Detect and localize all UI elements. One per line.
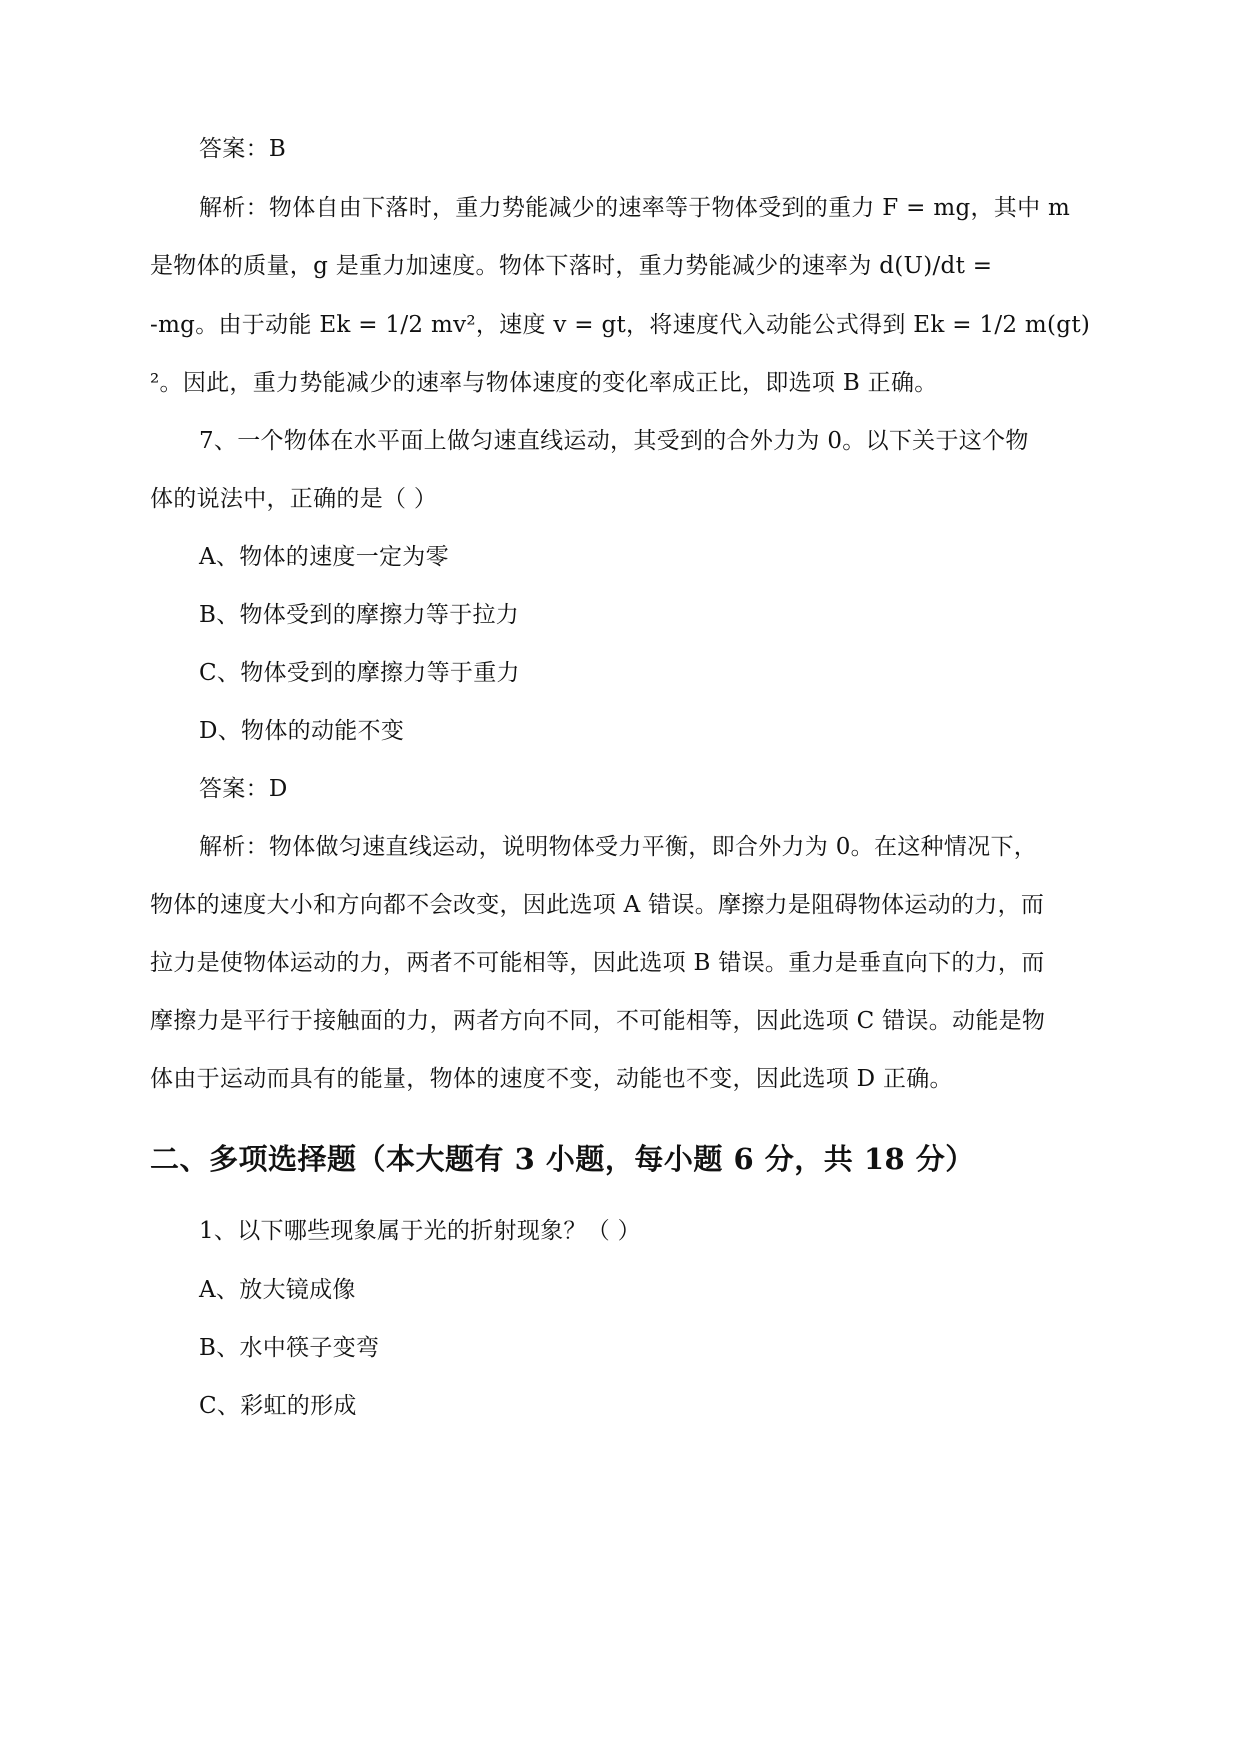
option-c: C、物体受到的摩擦力等于重力	[199, 660, 520, 686]
answer-text: 答案：D	[199, 776, 288, 802]
analysis-line: 摩擦力是平行于接触面的力，两者方向不同，不可能相等，因此选项 C 错误。动能是物	[150, 1008, 1046, 1034]
analysis-line: ²。因此，重力势能减少的速率与物体速度的变化率成正比，即选项 B 正确。	[150, 370, 938, 396]
analysis-line: -mg。由于动能 Ek = 1/2 mv²，速度 v = gt，将速度代入动能公式得到 Ek = 1/2 m(gt)	[150, 312, 1091, 338]
option-c: C、彩虹的形成	[199, 1393, 357, 1419]
analysis-line: 是物体的质量，g 是重力加速度。物体下落时，重力势能减少的速率为 d(U)/dt =	[150, 253, 993, 279]
option-a: A、放大镜成像	[199, 1277, 356, 1303]
option-a: A、物体的速度一定为零	[199, 544, 449, 570]
analysis-line: 拉力是使物体运动的力，两者不可能相等，因此选项 B 错误。重力是垂直向下的力，而	[150, 950, 1045, 976]
analysis-line: 解析：物体做匀速直线运动，说明物体受力平衡，即合外力为 0。在这种情况下，	[199, 834, 1038, 860]
question-stem: 7、一个物体在水平面上做匀速直线运动，其受到的合外力为 0。以下关于这个物	[199, 428, 1029, 454]
option-b: B、水中筷子变弯	[199, 1335, 380, 1361]
question-stem: 1、以下哪些现象属于光的折射现象？（ ）	[199, 1218, 641, 1244]
option-d: D、物体的动能不变	[199, 718, 405, 744]
analysis-line: 解析：物体自由下落时，重力势能减少的速率等于物体受到的重力 F = mg，其中 m	[199, 195, 1071, 221]
analysis-line: 体由于运动而具有的能量，物体的速度不变，动能也不变，因此选项 D 正确。	[150, 1066, 953, 1092]
section-heading: 二、多项选择题（本大题有 3 小题，每小题 6 分，共 18 分）	[150, 1142, 975, 1176]
question-stem: 体的说法中，正确的是（ ）	[150, 486, 438, 512]
analysis-line: 物体的速度大小和方向都不会改变，因此选项 A 错误。摩擦力是阻碍物体运动的力，而	[150, 892, 1045, 918]
answer-text: 答案：B	[199, 136, 287, 162]
option-b: B、物体受到的摩擦力等于拉力	[199, 602, 520, 628]
